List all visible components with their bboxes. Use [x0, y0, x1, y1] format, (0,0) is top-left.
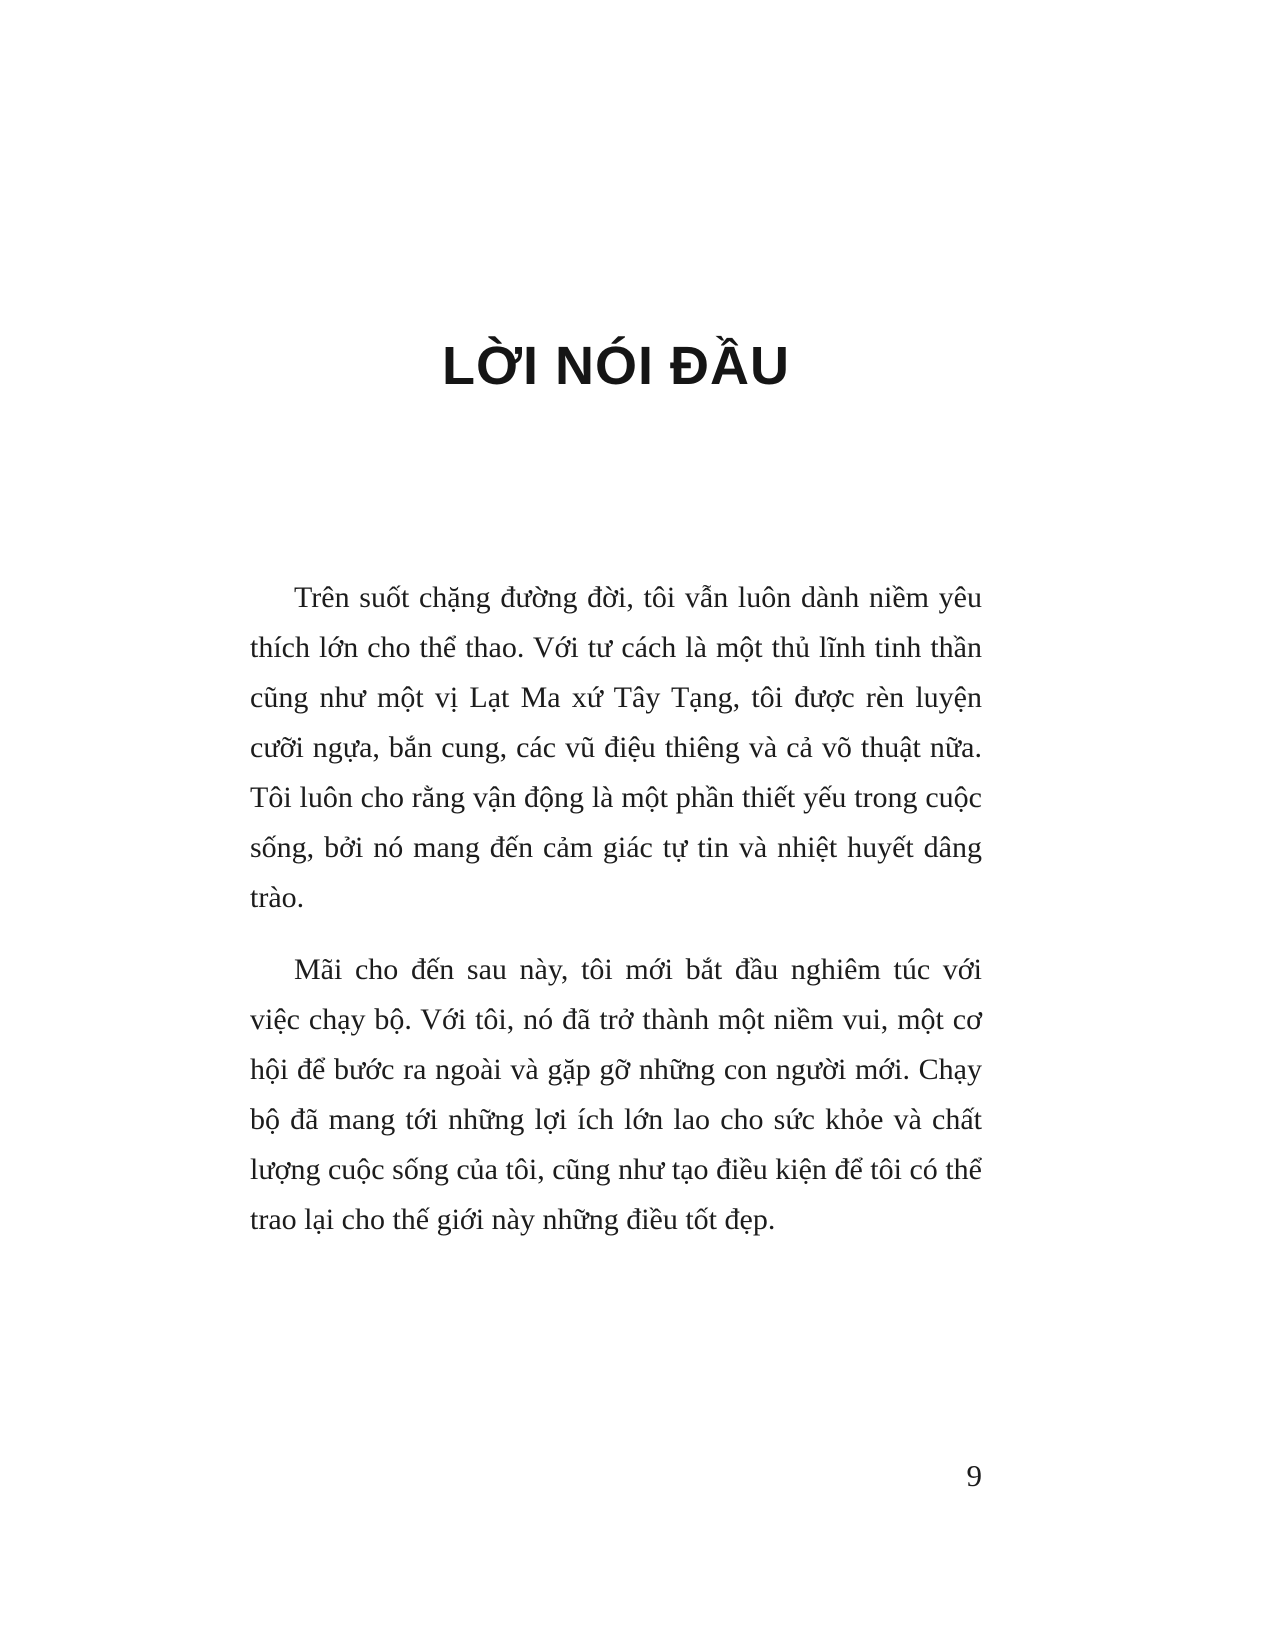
chapter-title: LỜI NÓI ĐẦU — [441, 336, 791, 396]
paragraph: Mãi cho đến sau này, tôi mới bắt đầu nghiêm túc với việc chạy bộ. Với tôi, nó đã trở thành một niềm vui, một cơ hội để bước ra ngoài và gặp gỡ những con người mới. Chạy bộ đã mang tới những lợi ích lớn lao cho sức khỏe và chất lượng cuộc sống của tôi, cũng như tạo điều kiện để tôi có thể trao lại cho thế giới này những điều tốt đẹp. — [250, 953, 982, 1236]
page-number: 9 — [966, 1458, 982, 1493]
content-column — [250, 0, 982, 1267]
body-text — [250, 573, 982, 1245]
paragraph: Trên suốt chặng đường đời, tôi vẫn luôn dành niềm yêu thích lớn cho thể thao. Với tư cách là một thủ lĩnh tinh thần cũng như một vị Lạt Ma xứ Tây Tạng, tôi được rèn luyện cưỡi ngựa, bắn cung, các vũ điệu thiêng và cả võ thuật nữa. Tôi luôn cho rằng vận động là một phần thiết yếu trong cuộc sống, bởi nó mang đến cảm giác tự tin và nhiệt huyết dâng trào. — [250, 581, 982, 914]
